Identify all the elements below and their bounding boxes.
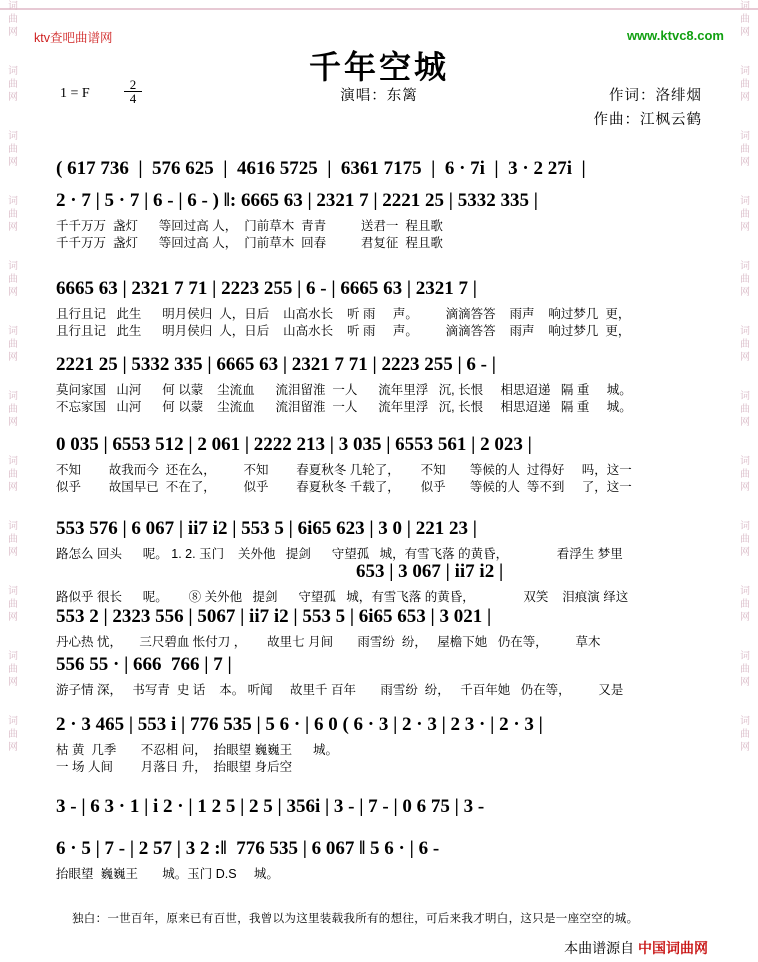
watermark-text: 词	[740, 261, 750, 272]
lyricist-label: 作词：洛绯烟	[609, 88, 702, 104]
watermark-text: 曲	[8, 209, 18, 220]
score-line	[56, 354, 704, 414]
lyric-row: 且行且记 此生 明月侯归 人，日后 山高水长 听 雨 声。 滴滴答答 雨声 响过梦几 更，	[56, 324, 631, 338]
lyric-row: 千千万万 盏灯 等回过高 人， 门前草木 青青 送君一 程且歌	[56, 219, 443, 233]
lyric-row: 莫问家国 山河 何 以蒙 尘流血 流泪留淮 一人 流年里浮 沉, 长恨 相思迢递 隔 重 城。	[56, 383, 632, 397]
lyric-row: 游子情 深， 书写青 史 话 本。 听闻 故里千 百年 雨雪纷 纷， 千百年她 仍在等， 又是	[56, 683, 624, 697]
watermark-text: 曲	[740, 144, 750, 155]
watermark-text: 网	[740, 157, 750, 168]
watermark-text: 网	[740, 482, 750, 493]
lyric-row: 枯 黄 几季 不忍相 问， 抬眼望 巍巍王 城。	[56, 743, 338, 757]
sheet-content	[26, 0, 732, 962]
watermark-text: 曲	[740, 209, 750, 220]
watermark-text: 网	[8, 27, 18, 38]
score-line	[56, 796, 704, 822]
watermark-text: 曲	[740, 274, 750, 285]
watermark-text: 网	[8, 222, 18, 233]
notation-row-alt-ending: 653 | 3 067 | ii7 i2 |	[356, 561, 504, 582]
score-line	[56, 434, 704, 494]
footer-label: 本曲谱源自	[564, 940, 635, 956]
watermark-text: 词	[740, 521, 750, 532]
watermark-text: 网	[8, 742, 18, 753]
watermark-text: 词	[740, 651, 750, 662]
watermark-text: 网	[8, 677, 18, 688]
notation-row: 6 · 5 | 7 - | 2 57 | 3 2 :‖ 776 535 | 6 067 ‖ 5 6 · | 6 -	[56, 838, 440, 859]
footer-source	[564, 938, 708, 958]
time-signature	[124, 78, 142, 105]
watermark-text: 词	[8, 716, 18, 727]
score-line	[56, 714, 704, 774]
notation-row: 3 - | 6 3 · 1 | i 2 · | 1 2 5 | 2 5 | 356i | 3 - | 7 - | 0 6 75 | 3 -	[56, 796, 485, 817]
watermark-text: 词	[8, 326, 18, 337]
watermark-text: 网	[8, 417, 18, 428]
notation-row: 2 · 3 465 | 553 i | 776 535 | 5 6 · | 6 0 ( 6 · 3 | 2 · 3 | 2 3 · | 2 · 3 |	[56, 714, 543, 735]
watermark-text: 网	[740, 27, 750, 38]
lyric-row: 抬眼望 巍巍王 城。玉门 D.S 城。	[56, 867, 279, 881]
notation-row: 553 576 | 6 067 | ii7 i2 | 553 5 | 6i65 623 | 3 0 | 221 23 |	[56, 518, 477, 539]
score-line	[56, 278, 704, 338]
watermark-text: 词	[740, 131, 750, 142]
watermark-text: 网	[8, 352, 18, 363]
watermark-text: 词	[8, 456, 18, 467]
watermark-text: 曲	[740, 664, 750, 675]
meter-numerator: 2	[129, 77, 137, 92]
lyric-row: 不知 故我而今 还在么， 不知 春夏秋冬 几轮了， 不知 等候的人 过得好 吗，这一	[56, 463, 632, 477]
watermark-right	[732, 0, 758, 962]
watermark-text: 曲	[740, 14, 750, 25]
watermark-text: 网	[8, 547, 18, 558]
meter-denominator: 4	[124, 91, 142, 105]
score-line	[56, 158, 704, 184]
watermark-text: 网	[8, 157, 18, 168]
lyric-row: 一 场 人间 月落日 升， 抬眼望 身后空	[56, 760, 293, 774]
lyric-row: 路似乎 很长 呢。 ⑧ 关外他 提剑 守望孤 城，有雪飞落 的黄昏， 双笑 泪痕演 绎这	[56, 590, 629, 604]
composer-label: 作曲：江枫云鹤	[593, 112, 702, 128]
notation-row: 556 55 · | 666 766 | 7 |	[56, 654, 232, 675]
watermark-text: 词	[8, 586, 18, 597]
watermark-text: 网	[740, 417, 750, 428]
watermark-text: 曲	[8, 339, 18, 350]
lyric-row: 似乎 故国早已 不在了， 似乎 春夏秋冬 千载了， 似乎 等候的人 等不到 了，这一	[56, 480, 632, 494]
watermark-text: 曲	[740, 79, 750, 90]
watermark-text: 网	[740, 222, 750, 233]
watermark-text: 词	[8, 521, 18, 532]
watermark-text: 曲	[8, 599, 18, 610]
lyric-row: 丹心热 忧， 三尺碧血 怅付刀 ， 故里七 月间 雨雪纷 纷， 屋檐下她 仍在等， 草木	[56, 635, 601, 649]
watermark-text: 词	[740, 196, 750, 207]
watermark-text: 词	[740, 66, 750, 77]
notation-row: 553 2 | 2323 556 | 5067 | ii7 i2 | 553 5 | 6i65 653 | 3 021 |	[56, 606, 492, 627]
watermark-text: 词	[740, 586, 750, 597]
notation-row: 0 035 | 6553 512 | 2 061 | 2222 213 | 3 035 | 6553 561 | 2 023 |	[56, 434, 532, 455]
lyric-row: 千千万万 盏灯 等回过高 人， 门前草木 回春 君复征 程且歌	[56, 236, 443, 250]
watermark-text: 曲	[740, 534, 750, 545]
watermark-text: 曲	[8, 729, 18, 740]
watermark-text: 曲	[740, 469, 750, 480]
score-line	[56, 654, 704, 697]
watermark-text: 网	[8, 92, 18, 103]
notation-row: 6665 63 | 2321 7 71 | 2223 255 | 6 - | 6665 63 | 2321 7 |	[56, 278, 477, 299]
lyric-row: 不忘家国 山河 何 以蒙 尘流血 流泪留淮 一人 流年里浮 沉, 长恨 相思迢递 隔 重 城。	[56, 400, 632, 414]
lyric-row: 路怎么 回头 呢。 1. 2. 玉门 关外他 提剑 守望孤 城，有雪飞落 的黄昏， 看浮生 梦里	[56, 547, 623, 561]
watermark-text: 曲	[8, 404, 18, 415]
watermark-text: 网	[740, 677, 750, 688]
watermark-text: 网	[740, 612, 750, 623]
watermark-left	[0, 0, 26, 962]
watermark-text: 曲	[8, 14, 18, 25]
watermark-text: 词	[740, 326, 750, 337]
site-name-left: ktv查吧曲谱网	[34, 31, 113, 45]
watermark-text: 网	[740, 742, 750, 753]
watermark-text: 曲	[740, 404, 750, 415]
monologue-text: 独白：一世百年，原来已有百世，我曾以为这里装载我所有的想往，可后来我才明白，这只是一座空空的城。	[72, 913, 639, 925]
watermark-text: 网	[740, 287, 750, 298]
watermark-text: 网	[8, 287, 18, 298]
watermark-text: 词	[740, 716, 750, 727]
watermark-text: 词	[740, 391, 750, 402]
watermark-text: 词	[8, 651, 18, 662]
watermark-text: 曲	[740, 599, 750, 610]
watermark-text: 词	[8, 131, 18, 142]
watermark-text: 网	[740, 92, 750, 103]
watermark-text: 词	[8, 261, 18, 272]
watermark-text: 词	[8, 66, 18, 77]
site-url-right: www.ktvc8.com	[626, 28, 724, 43]
watermark-text: 网	[8, 482, 18, 493]
watermark-text: 曲	[740, 729, 750, 740]
watermark-text: 词	[8, 391, 18, 402]
score-line	[56, 190, 704, 250]
watermark-text: 曲	[8, 274, 18, 285]
notation-row: 2 · 7 | 5 · 7 | 6 - | 6 - ) ‖: 6665 63 | 2321 7 | 2221 25 | 5332 335 |	[56, 190, 538, 211]
score-line	[56, 518, 704, 604]
watermark-text: 词	[8, 1, 18, 12]
watermark-text: 词	[740, 1, 750, 12]
watermark-text: 曲	[740, 339, 750, 350]
watermark-text: 曲	[8, 79, 18, 90]
footer-site: 中国词曲网	[638, 940, 708, 956]
watermark-text: 曲	[8, 144, 18, 155]
score-line	[56, 606, 704, 649]
notation-row: 2221 25 | 5332 335 | 6665 63 | 2321 7 71 | 2223 255 | 6 - |	[56, 354, 496, 375]
key-signature: 1 = F	[60, 86, 90, 101]
notation-row: ( 617 736 | 576 625 | 4616 5725 | 6361 7175 | 6 · 7i | 3 · 2 27i |	[56, 158, 586, 179]
singer-label: 演唱：东篱	[340, 88, 418, 104]
watermark-text: 网	[740, 547, 750, 558]
watermark-text: 词	[8, 196, 18, 207]
watermark-text: 词	[740, 456, 750, 467]
watermark-text: 曲	[8, 664, 18, 675]
watermark-text: 曲	[8, 534, 18, 545]
lyric-row: 且行且记 此生 明月侯归 人，日后 山高水长 听 雨 声。 滴滴答答 雨声 响过梦几 更，	[56, 307, 631, 321]
score-line	[56, 838, 704, 881]
watermark-text: 曲	[8, 469, 18, 480]
song-title: 千年空城	[308, 49, 449, 85]
watermark-text: 网	[740, 352, 750, 363]
watermark-text: 网	[8, 612, 18, 623]
